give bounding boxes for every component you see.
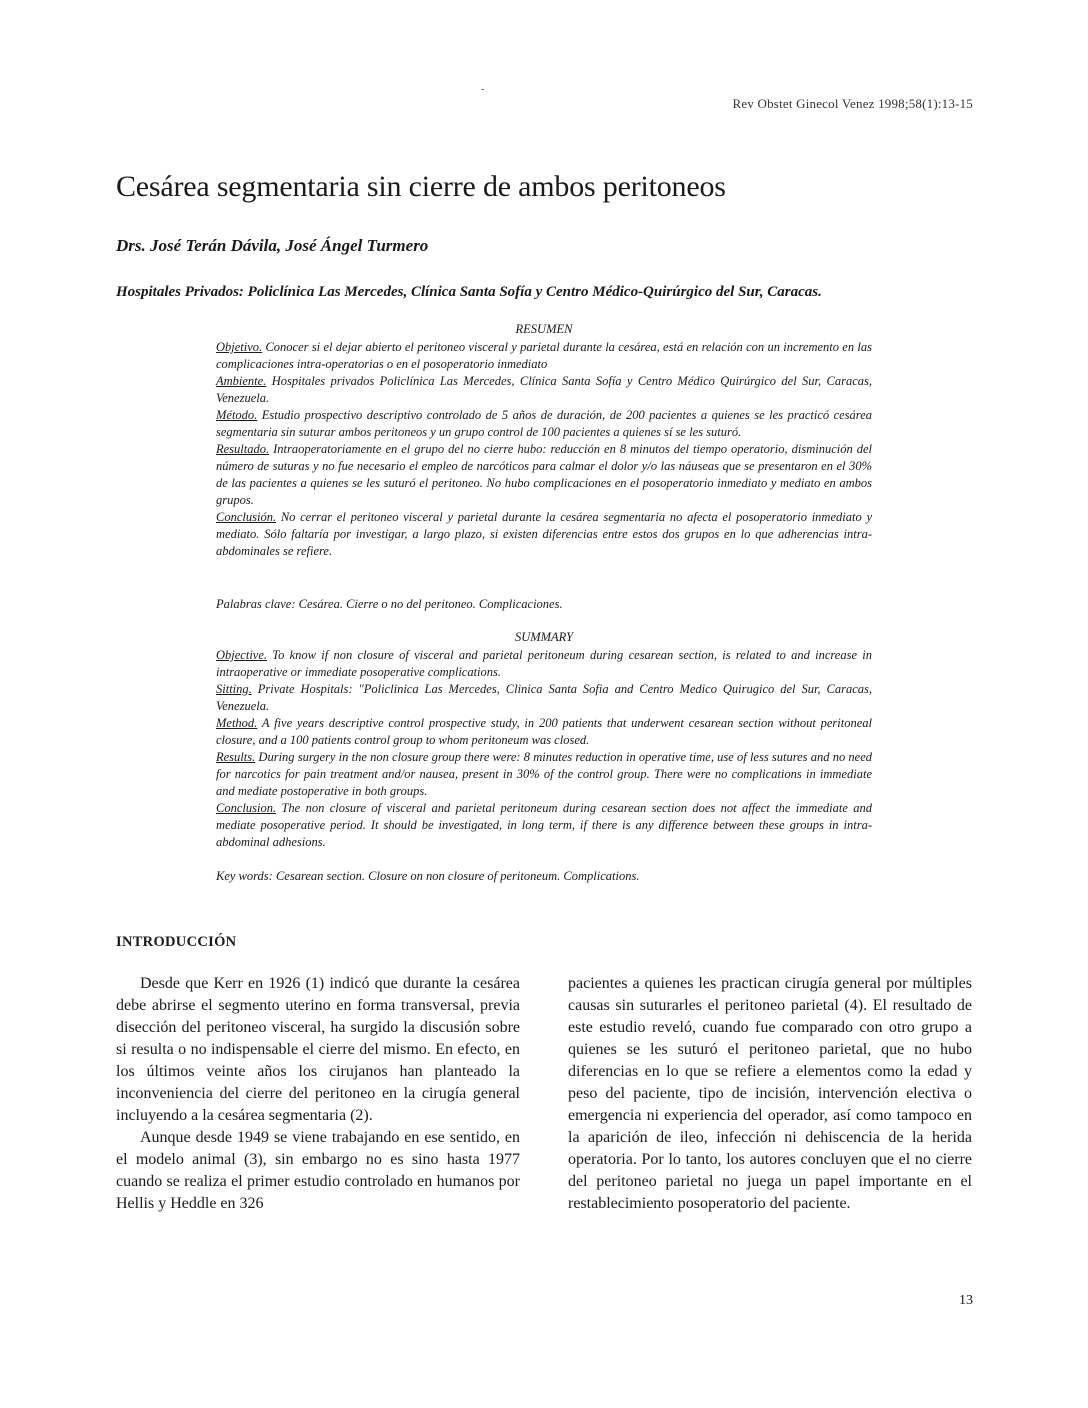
introduccion-heading: INTRODUCCIÓN [116, 934, 237, 950]
summary-block [216, 629, 872, 851]
resumen-conclusion: Conclusión. No cerrar el peritoneo visceral y parietal durante la cesárea segmentaria no afecta el posoperatorio inmediato y mediato. Sólo faltaría por investigar, a largo plazo, si existen diferencias entre estos dos grupos en lo que adherencias intra-abdominales se refiere. [216, 510, 872, 558]
right-column [568, 973, 972, 1215]
summary-conclusion: Conclusion. The non closure of visceral and parietal peritoneum during cesarean section does not affect the immediate and mediate posoperative period. It should be investigated, in long term, if there is any difference between these groups in intra-abdominal adhesions. [216, 801, 872, 849]
summary-objective: Objective. To know if non closure of visceral and parietal peritoneum during cesarean section, is related to and increase in intraoperative or immediate posoperative complications. [216, 648, 872, 679]
authors: Drs. José Terán Dávila, José Ángel Turmero [116, 236, 429, 255]
summary-heading: SUMMARY [514, 630, 574, 644]
resumen-resultado: Resultado. Intraoperatoriamente en el grupo del no cierre hubo: reducción en 8 minutos del tiempo operatorio, disminución del número de suturas y no fue necesario el empleo de narcóticos para calmar el dolor y/o las náuseas que se presentaron en el 30% de las pacientes a quienes se les suturó el peritoneo. No hubo complicaciones en el posoperatorio inmediato y mediato en ambos grupos. [216, 442, 872, 507]
resumen-block [216, 321, 872, 560]
intro-paragraph-3: pacientes a quienes les practican cirugía general por múltiples causas sin suturarles el peritoneo parietal (4). El resultado de este estudio reveló, cuando fue comparado con otro grupo a quienes se les suturó el peritoneo parietal, que no hubo diferencias en lo que se refiere a elementos como la edad y peso del paciente, tipo de incisión, intervención electiva o emergencia ni experiencia del operador, así como tampoco en la aparición de ileo, infección ni dehiscencia de la herida operatoria. Por lo tanto, los autores concluyen que el no cierre del peritoneo parietal no juega un papel importante en el restablecimiento posoperatorio del paciente. [568, 975, 972, 1212]
resumen-heading: RESUMEN [515, 322, 573, 336]
page-number: 13 [959, 1293, 973, 1308]
summary-method: Method. A five years descriptive control prospective study, in 200 patients that underwent cesarean section without peritoneal closure, and a 100 patients control group to whom peritoneum was closed. [216, 716, 872, 747]
palabras-clave: Palabras clave: Cesárea. Cierre o no del peritoneo. Complicaciones. [216, 597, 563, 611]
intro-paragraph-1: Desde que Kerr en 1926 (1) indicó que durante la cesárea debe abrirse el segmento uterino en forma transversal, previa disección del peritoneo visceral, ha surgido la discusión sobre si resulta o no indispensable el cierre del mismo. En efecto, en los últimos veinte años los cirujanos han planteado la inconveniencia del cierre del peritoneo en la cirugía general incluyendo a la cesárea segmentaria (2). [116, 975, 520, 1124]
stray-mark: - [481, 84, 485, 95]
key-words: Key words: Cesarean section. Closure on non closure of peritoneum. Complications. [216, 869, 640, 883]
affiliation: Hospitales Privados: Policlínica Las Mercedes, Clínica Santa Sofía y Centro Médico-Quirúrgico del Sur, Caracas. [116, 284, 822, 300]
article-title: Cesárea segmentaria sin cierre de ambos peritoneos [116, 170, 726, 203]
resumen-metodo: Método. Estudio prospectivo descriptivo controlado de 5 años de duración, de 200 pacientes a quienes se les practicó cesárea segmentaria sin suturar ambos peritoneos y un grupo control de 100 pacientes a quienes sí se les suturó. [216, 408, 872, 439]
journal-citation: Rev Obstet Ginecol Venez 1998;58(1):13-15 [732, 96, 973, 111]
resumen-objetivo: Objetivo. Conocer si el dejar abierto el peritoneo visceral y parietal durante la cesárea, está en relación con un incremento en las complicaciones intra-operatorias o en el posoperatorio inmediato [216, 340, 872, 371]
intro-paragraph-2: Aunque desde 1949 se viene trabajando en ese sentido, en el modelo animal (3), sin embargo no es sino hasta 1977 cuando se realiza el primer estudio controlado en humanos por Hellis y Heddle en 326 [116, 1129, 520, 1212]
left-column [116, 973, 520, 1215]
resumen-ambiente: Ambiente. Hospitales privados Policlínica Las Mercedes, Clínica Santa Sofía y Centro Médico Quirúrgico del Sur, Caracas, Venezuela. [216, 374, 872, 405]
summary-sitting: Sitting. Private Hospitals: "Policlinica Las Mercedes, Clinica Santa Sofia and Centro Medico Quirugico del Sur, Caracas, Venezuela. [216, 682, 872, 713]
summary-results: Results. During surgery in the non closure group there were: 8 minutes reduction in operative time, use of less sutures and no need for narcotics for pain treatment and/or nausea, present in 30% of the control group. There were no complications in immediate and mediate postoperative in both groups. [216, 750, 872, 798]
